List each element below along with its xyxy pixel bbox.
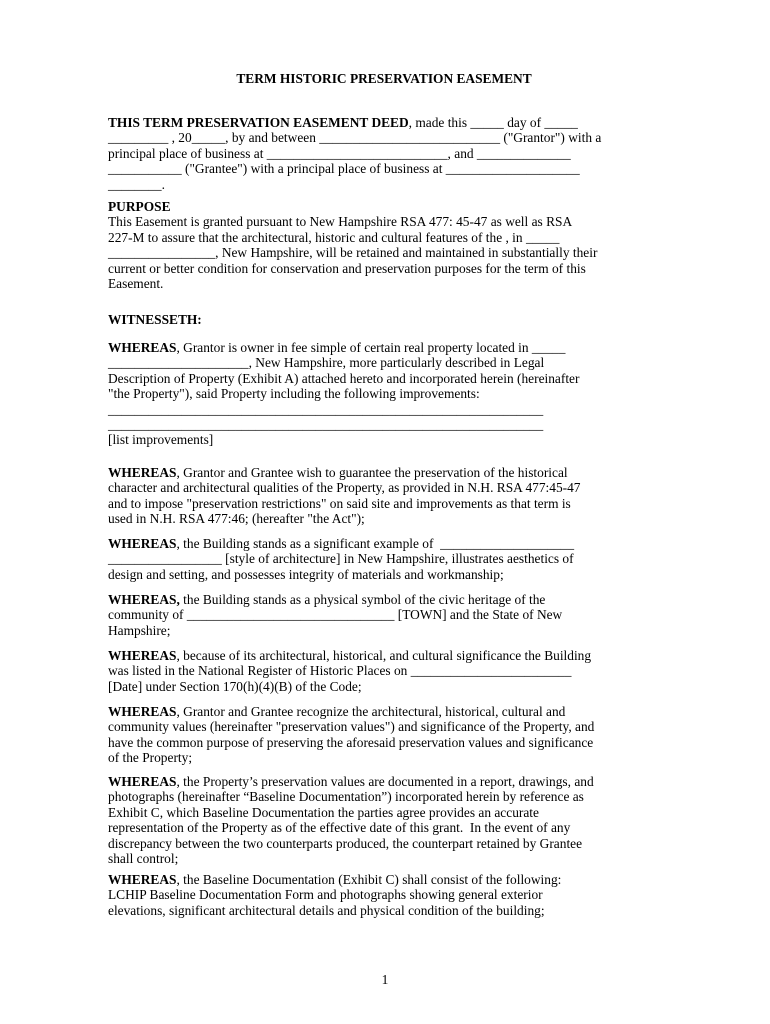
whereas-label: WHEREAS <box>108 704 177 719</box>
whereas-clause-2: WHEREAS, Grantor and Grantee wish to guarantee the preservation of the historical character and architectural qualities of the Property, as provided in N.H. RSA 477:45-47 and to impose "preservation restrictions" on said site and improvements as that term is used in N.H. RSA 477:46; (hereafter "the Act"); <box>108 465 581 527</box>
witnesseth-heading: WITNESSETH: <box>108 312 202 327</box>
purpose-line-2: 227-M to assure that the architectural, historic and cultural features of the , in _____ <box>108 229 560 245</box>
intro-line-4: ___________ ("Grantee") with a principal place of business at ____________________ <box>108 161 580 177</box>
intro-lead: THIS TERM PRESERVATION EASEMENT DEED <box>108 115 409 130</box>
intro-paragraph <box>108 115 660 192</box>
whereas-clause-7: WHEREAS, the Property’s preservation values are documented in a report, drawings, and photographs (hereinafter “Baseline Documentation”) incorporated herein by reference as Exhibit C, which Baseline Documentation the parties agree provides an accurate representation of the Property as of the effective date of this grant. In the event of any discrepancy between the two counterparts produced, the counterpart retained by Grantee shall control; <box>108 774 594 867</box>
whereas-clause-3: WHEREAS, the Building stands as a significant example of ____________________ _________________ [style of architecture] in New Hampshire, illustrates aesthetics of design and setting, and possesses integrity of materials and workmanship; <box>108 536 575 582</box>
purpose-line-1: This Easement is granted pursuant to New Hampshire RSA 477: 45-47 as well as RSA <box>108 214 573 230</box>
intro-line-5: ________. <box>108 176 165 192</box>
purpose-section <box>108 199 660 291</box>
whereas-label: WHEREAS <box>108 536 177 551</box>
whereas-label: WHEREAS <box>108 340 177 355</box>
whereas-clause-8: WHEREAS, the Baseline Documentation (Exhibit C) shall consist of the following: LCHIP Baseline Documentation Form and photographs showing general exterior elevations, significant architectural details and physical condition of the building; <box>108 872 562 918</box>
intro-line-1: THIS TERM PRESERVATION EASEMENT DEED, made this _____ day of _____ <box>108 115 578 130</box>
whereas-label: WHEREAS, <box>108 592 180 607</box>
witnesseth-section <box>108 312 660 327</box>
whereas-clause-4: WHEREAS, the Building stands as a physical symbol of the civic heritage of the community of _______________________________ [TOWN] and the State of New Hampshire; <box>108 592 563 638</box>
whereas-clause-6: WHEREAS, Grantor and Grantee recognize the architectural, historical, cultural and community values (hereinafter "preservation values") and significance of the Property, and have the common purpose of preserving the aforesaid preservation values and significance of the Property; <box>108 704 595 766</box>
intro-line-3: principal place of business at ___________________________, and ______________ <box>108 145 571 161</box>
purpose-line-4: current or better condition for conservation and preservation purposes for the term of this <box>108 260 586 276</box>
purpose-line-5: Easement. <box>108 276 164 292</box>
whereas-clause-5: WHEREAS, because of its architectural, historical, and cultural significance the Building was listed in the National Register of Historic Places on ________________________ [Date] under Section 170(h)(4)(B) of the Code; <box>108 648 592 694</box>
whereas-label: WHEREAS <box>108 648 177 663</box>
document-title: TERM HISTORIC PRESERVATION EASEMENT <box>236 71 532 86</box>
whereas-label: WHEREAS <box>108 465 177 480</box>
whereas-label: WHEREAS <box>108 872 177 887</box>
page-number: 1 <box>381 972 389 987</box>
purpose-heading: PURPOSE <box>108 199 171 214</box>
purpose-line-3: ________________, New Hampshire, will be retained and maintained in substantially their <box>108 245 598 261</box>
whereas-clause-1: WHEREAS, Grantor is owner in fee simple of certain real property located in _____ _____________________, New Hampshire, more particularly described in Legal Description of Property (Exhibit A) attached hereto and incorporated herein (hereinafter "the Property"), said Property including the following improvements: _________________________________________________________________ _________________________________________________________________ [list improvements] <box>108 340 580 448</box>
intro-line-2: _________ , 20_____, by and between ___________________________ ("Grantor") with a <box>108 130 602 146</box>
whereas-label: WHEREAS <box>108 774 177 789</box>
